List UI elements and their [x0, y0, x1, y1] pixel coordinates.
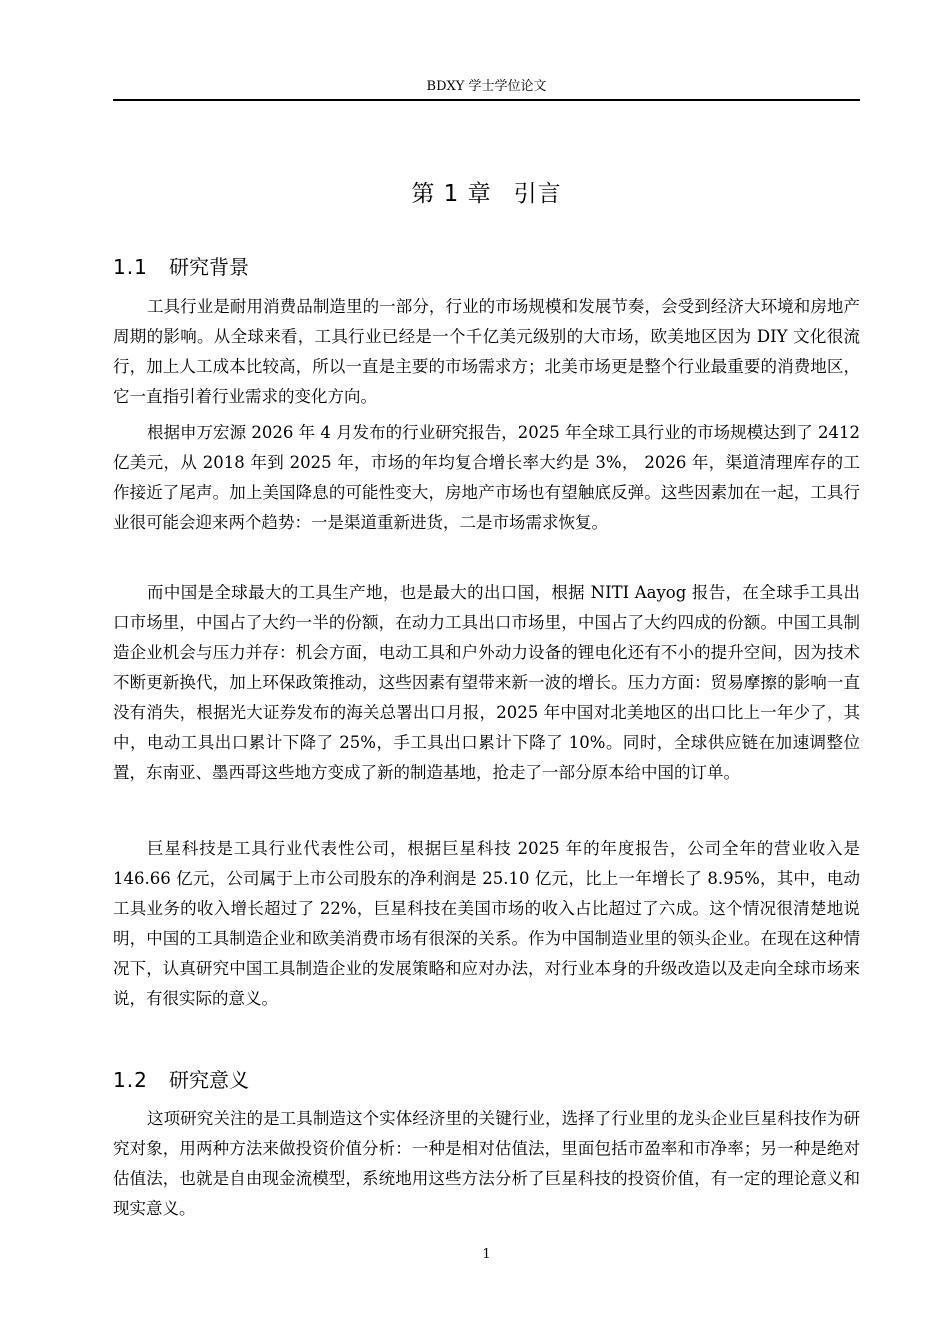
section-heading-1-1 — [113, 253, 860, 281]
section-heading-1-2 — [113, 1066, 860, 1094]
paragraph-1: 工具行业是耐用消费品制造里的一部分，行业的市场规模和发展节奏，会受到经济大环境和房地产周期的影响。从全球来看，工具行业已经是一个千亿美元级别的大市场，欧美地区因为 DIY 文化很流行，加上人工成本比较高，所以一直是主要的市场需求方；北美市场更是整个行业最重要的消费地区，它一直指引着行业需求的变化方向。 — [113, 297, 860, 406]
chapter-title — [113, 178, 860, 210]
paragraph-3: 而中国是全球最大的工具生产地，也是最大的出口国，根据 NITI Aayog 报告，在全球手工具出口市场里，中国占了大约一半的份额，在动力工具出口市场里，中国占了大约四成的份额。中国工具制造企业机会与压力并存：机会方面，电动工具和户外动力设备的锂电化还有不小的提升空间，因为技术不断更新换代，加上环保政策推动，这些因素有望带来新一波的增长。压力方面：贸易摩擦的影响一直没有消失，根据光大证券发布的海关总署出口月报，2025 年中国对北美地区的出口比上一年少了，其中，电动工具出口累计下降了 25%，手工具出口累计下降了 10%。同时，全球供应链在加速调整位置，东南亚、墨西哥这些地方变成了新的制造基地，抢走了一部分原本给中国的订单。 — [113, 583, 860, 782]
running-header: BDXY 学士学位论文 — [426, 79, 547, 94]
section-number: 1.1 — [113, 255, 148, 279]
chapter-name: 引言 — [513, 181, 562, 207]
paragraph-4: 巨星科技是工具行业代表性公司，根据巨星科技 2025 年的年度报告，公司全年的营业收入是 146.66 亿元，公司属于上市公司股东的净利润是 25.10 亿元，比上一年增长了 8.95%，其中，电动工具业务的收入增长超过了 22%，巨星科技在美国市场的收入占比超过了六成。这个情况很清楚地说明，中国的工具制造企业和欧美消费市场有很深的关系。作为中国制造业里的领头企业。在现在这种情况下，认真研究中国工具制造企业的发展策略和应对办法，对行业本身的升级改造以及走向全球市场来说，有很实际的意义。 — [113, 839, 860, 1008]
paragraph-2: 根据申万宏源 2026 年 4 月发布的行业研究报告，2025 年全球工具行业的市场规模达到了 2412 亿美元，从 2018 年到 2025 年，市场的年均复合增长率大约是 3%， 2026 年，渠道清理库存的工作接近了尾声。加上美国降息的可能性变大，房地产市场也有望触底反弹。这些因素加在一起，工具行业很可能会迎来两个趋势：一是渠道重新进货，二是市场需求恢复。 — [113, 423, 860, 532]
section-title: 研究意义 — [169, 1068, 249, 1092]
page-number: 1 — [482, 1247, 491, 1262]
section-number: 1.2 — [113, 1068, 148, 1092]
chapter-number: 第 1 章 — [411, 181, 492, 207]
paragraph-5: 这项研究关注的是工具制造这个实体经济里的关键行业，选择了行业里的龙头企业巨星科技作为研究对象，用两种方法来做投资价值分析：一种是相对估值法，里面包括市盈率和市净率；另一种是绝对估值法，也就是自由现金流模型，系统地用这些方法分析了巨星科技的投资价值，有一定的理论意义和现实意义。 — [113, 1109, 860, 1218]
section-title: 研究背景 — [169, 255, 249, 279]
header-rule — [113, 99, 860, 101]
